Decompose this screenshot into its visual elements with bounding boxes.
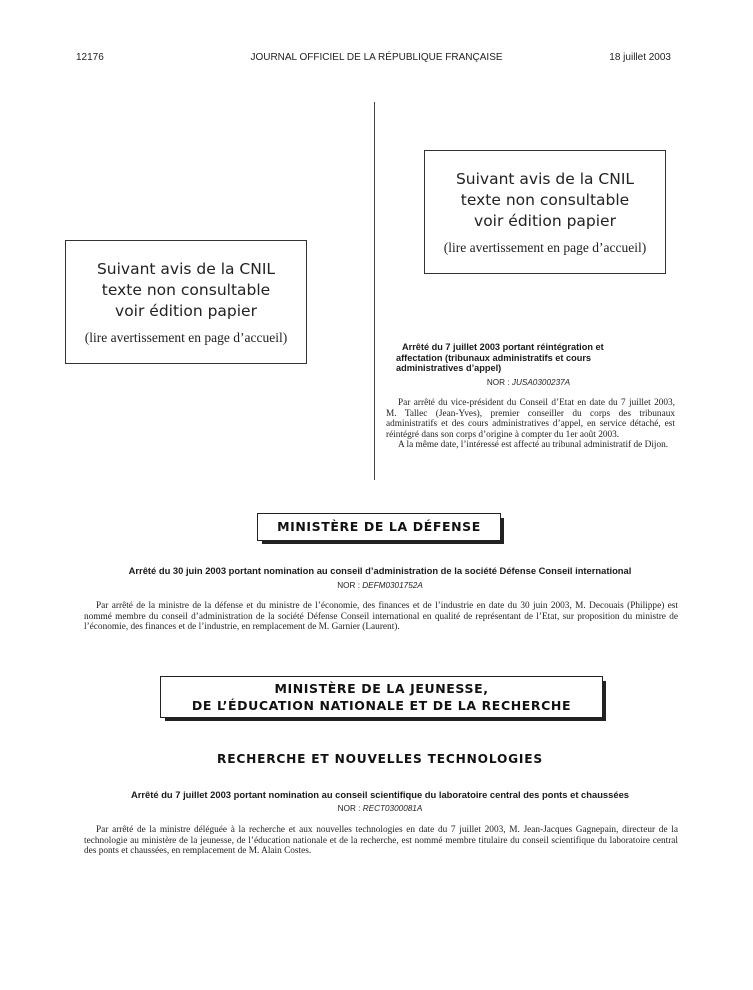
nor-code: RECT0300081A [362, 804, 423, 813]
cnil-line-3: voir édition papier [115, 302, 257, 320]
arrete-defense-title: Arrêté du 30 juin 2003 portant nomination au conseil d’administration de la société Défense Conseil international [128, 565, 632, 576]
nor-code: JUSA0300237A [511, 378, 571, 387]
nor-reference: NOR : DEFM0301752A [337, 581, 423, 590]
ministere-defense-heading: MINISTÈRE DE LA DÉFENSE [257, 513, 501, 541]
arrete-recherche-title: Arrêté du 7 juillet 2003 portant nomination au conseil scientifique du laboratoire central des ponts et chaussées [130, 789, 630, 800]
cnil-note: (lire avertissement en page d’accueil) [443, 240, 647, 255]
cnil-line-3: voir édition papier [474, 212, 616, 230]
arrete-tribunaux-title: Arrêté du 7 juillet 2003 portant réintégration et affectation (tribunaux administratifs et cours administratives d’appel) [396, 342, 604, 373]
page-number: 12176 [76, 52, 104, 63]
cnil-notice-box-left [65, 240, 307, 364]
cnil-line-2: texte non consultable [101, 281, 271, 299]
arrete-recherche-body [84, 825, 678, 857]
nor-reference: NOR : JUSA0300237A [486, 378, 571, 387]
cnil-line-1: Suivant avis de la CNIL [96, 260, 276, 278]
issue-date: 18 juillet 2003 [609, 52, 671, 63]
arrete-tribunaux-body [386, 398, 675, 451]
paragraph: Par arrêté de la ministre déléguée à la recherche et aux nouvelles technologies en date du 7 juillet 2003, M. Jean-Jacques Gagnepain, directeur de la technologie au ministère de la jeunesse, de l’éducation nationale et de la recherche, est nommé membre titulaire du conseil scientifique du laboratoire central des ponts et chaussées, en remplacement de M. Alain Costes. [84, 825, 678, 857]
arrete-defense-body [84, 601, 678, 633]
paragraph: Par arrêté du vice-président du Conseil d’Etat en date du 7 juillet 2003, M. Tallec (Jean-Yves), premier conseiller du corps des tribunaux administratifs et des cours administratives d’appel, en service détaché, est réintégré dans son corps d’origine à compter du 1er août 2003. [386, 398, 675, 440]
journal-title: JOURNAL OFFICIEL DE LA RÉPUBLIQUE FRANÇAISE [250, 52, 503, 63]
paragraph: A la même date, l’intéressé est affecté au tribunal administratif de Dijon. [398, 440, 669, 451]
ministere-jeunesse-heading: MINISTÈRE DE LA JEUNESSE, DE L’ÉDUCATION NATIONALE ET DE LA RECHERCHE [160, 676, 603, 718]
nor-code: DEFM0301752A [362, 581, 423, 590]
cnil-line-1: Suivant avis de la CNIL [455, 170, 635, 188]
paragraph: Par arrêté de la ministre de la défense et du ministre de l’économie, des finances et de l’industrie en date du 30 juin 2003, M. Decouais (Philippe) est nommé membre du conseil d’administration de la société Défense Conseil international en qualité de représentant de l’Etat, sur proposition du ministre de l’économie, des finances et de l’industrie, en remplacement de M. Garnier (Laurent). [84, 601, 678, 633]
cnil-notice-box-right [424, 150, 666, 274]
column-divider [374, 102, 375, 480]
nor-reference: NOR : RECT0300081A [337, 804, 423, 813]
cnil-note: (lire avertissement en page d’accueil) [84, 330, 288, 345]
cnil-line-2: texte non consultable [460, 191, 630, 209]
section-title: RECHERCHE ET NOUVELLES TECHNOLOGIES [217, 752, 543, 766]
